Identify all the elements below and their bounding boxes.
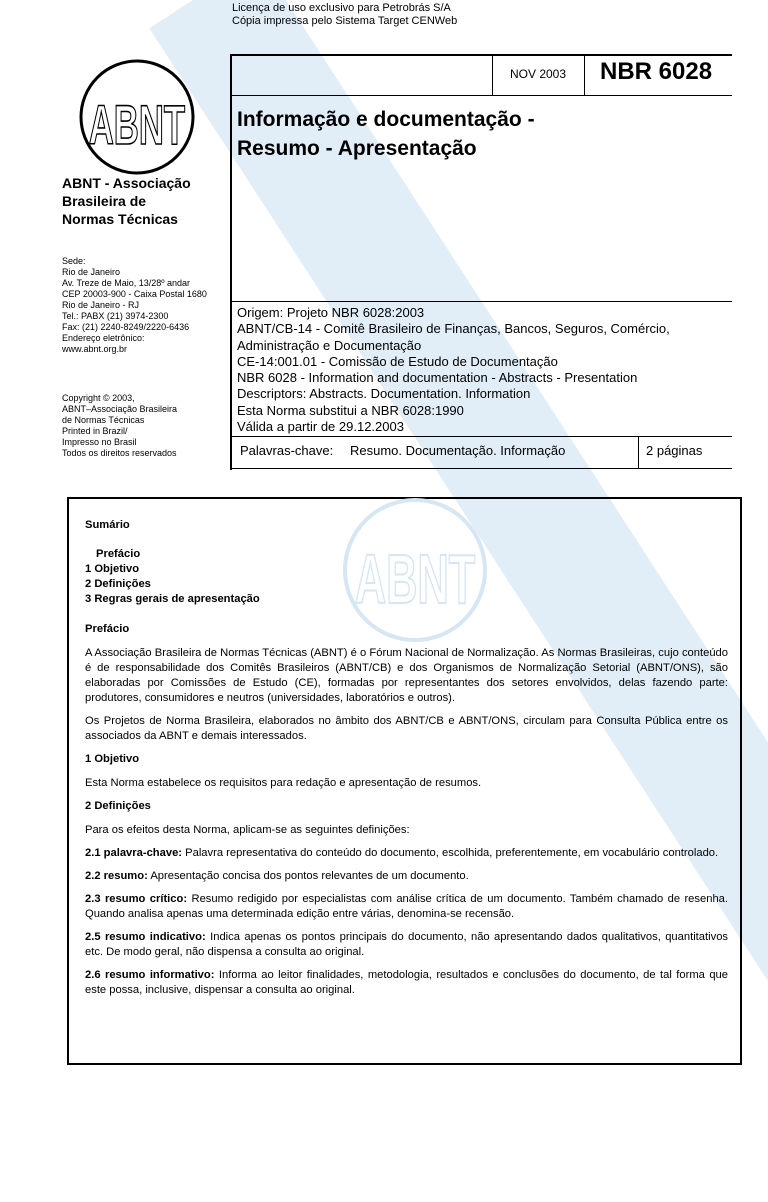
info-line: Endereço eletrônico:: [62, 333, 145, 343]
definition-text: Resumo redigido por especialistas com análise crítica de um documento. Também chamado de resenha. Quando analisa apenas uma determinada edição entre várias, denomina-se recensão.: [85, 893, 728, 920]
info-line: Tel.: PABX (21) 3974-2300: [62, 311, 169, 321]
table-of-contents: [85, 547, 728, 607]
org-name-line-1: ABNT - Associação: [62, 175, 191, 191]
document-title: [237, 105, 535, 163]
info-line: www.abnt.org.br: [62, 344, 128, 354]
header-left-rule: [230, 54, 232, 470]
origin-line: Válida a partir de 29.12.2003: [237, 419, 404, 435]
preface-paragraph-2: Os Projetos de Norma Brasileira, elaborados no âmbito dos ABNT/CB e ABNT/ONS, circulam para Consulta Pública entre os associados da ABNT e demais interessados.: [85, 715, 728, 742]
copyright-line: ABNT–Associação Brasileira: [62, 404, 178, 414]
copyright-line: de Normas Técnicas: [62, 415, 145, 425]
info-line: Rio de Janeiro: [62, 267, 121, 277]
origin-line: CE-14:001.01 - Comissão de Estudo de Documentação: [237, 353, 558, 369]
toc-item: 2 Definições: [85, 578, 151, 590]
copyright-line: Impresso no Brasil: [62, 437, 137, 447]
origin-line: Descriptors: Abstracts. Documentation. Information: [237, 386, 531, 402]
definition-item: [85, 869, 728, 884]
origin-line: NBR 6028 - Information and documentation - Abstracts - Presentation: [237, 370, 638, 386]
preface-paragraph-1: A Associação Brasileira de Normas Técnicas (ABNT) é o Fórum Nacional de Normalização. As Normas Brasileiras, cujo conteúdo é de responsabilidade dos Comitês Brasileiros (ABNT/CB) e dos Organismos de Normalização Setorial (ABNT/ONS), são elaboradas por Comissões de Estudo (CE), formadas por representantes dos setores envolvidos, delas fazendo parte: produtores, consumidores e neutros (universidades, laboratórios e outros).: [85, 647, 728, 704]
toc-item: 3 Regras gerais de apresentação: [85, 593, 260, 605]
organization-name: [62, 174, 191, 228]
definition-text: Palavra representativa do conteúdo do documento, escolhida, preferentemente, em vocabulário controlado.: [185, 847, 719, 859]
definition-item: [85, 846, 728, 861]
definition-item: [85, 968, 728, 998]
summary-heading: Sumário: [85, 519, 130, 531]
definition-item: [85, 892, 728, 922]
org-name-line-2: Brasileira de: [62, 193, 147, 209]
toc-item: Prefácio: [96, 548, 141, 560]
date-divider: [492, 54, 493, 96]
info-line: Fax: (21) 2240-8249/2220-6436: [62, 322, 190, 332]
document-body: [85, 518, 728, 1006]
info-line: CEP 20003-900 - Caixa Postal 1680: [62, 289, 207, 299]
info-line: Rio de Janeiro - RJ: [62, 300, 140, 310]
copyright-notice: [62, 393, 177, 459]
info-line: Av. Treze de Maio, 13/28º andar: [62, 278, 191, 288]
definition-text: Indica apenas os pontos principais do documento, não apresentando dados qualitativos, quantitativos etc. De modo geral, não dispensa a consulta ao original.: [85, 931, 729, 958]
copyright-line: Printed in Brazil/: [62, 426, 128, 436]
origin-line: Origem: Projeto NBR 6028:2003: [237, 305, 425, 320]
keywords-top-rule: [230, 436, 732, 437]
license-notice: [232, 2, 457, 28]
objective-text: Esta Norma estabelece os requisitos para redação e apresentação de resumos.: [85, 777, 482, 789]
issue-date: NOV 2003: [510, 67, 567, 81]
definition-term: 2.3 resumo crítico:: [85, 893, 188, 905]
definition-term: 2.5 resumo indicativo:: [85, 931, 206, 943]
license-line-1: Licença de uso exclusivo para Petrobrás S/A: [232, 2, 451, 14]
org-name-line-3: Normas Técnicas: [62, 211, 178, 227]
definition-term: 2.6 resumo informativo:: [85, 969, 215, 981]
content-frame-left: [67, 497, 69, 1065]
objective-heading: 1 Objetivo: [85, 753, 140, 765]
watermark-text: ABNT: [354, 540, 476, 619]
logo-text: ABNT: [88, 93, 186, 157]
standard-code: NBR 6028: [600, 58, 713, 85]
content-frame-bottom: [67, 1063, 742, 1065]
toc-item: 1 Objetivo: [85, 563, 140, 575]
origin-line: Esta Norma substitui a NBR 6028:1990: [237, 402, 464, 418]
license-line-2: Cópia impressa pelo Sistema Target CENWeb: [232, 15, 458, 27]
definition-term: 2.1 palavra-chave:: [85, 847, 183, 859]
origin-block: [237, 305, 670, 435]
title-line-1: Informação e documentação -: [237, 108, 535, 131]
definition-text: Apresentação concisa dos pontos relevantes de um documento.: [150, 870, 469, 882]
definitions-intro: Para os efeitos desta Norma, aplicam-se as seguintes definições:: [85, 824, 410, 836]
definition-item: [85, 930, 728, 960]
definition-term: 2.2 resumo:: [85, 870, 148, 882]
origin-line: Administração e Documentação: [237, 337, 422, 353]
preface-heading: Prefácio: [85, 623, 130, 635]
header-code-rule: [230, 95, 732, 96]
copyright-line: Copyright © 2003,: [62, 393, 135, 403]
abnt-logo: [78, 58, 196, 176]
keywords-bottom-rule: [230, 468, 732, 469]
pages-divider: [638, 436, 639, 469]
keywords-value: Resumo. Documentação. Informação: [350, 443, 566, 458]
content-frame-right: [740, 497, 742, 1065]
code-divider: [584, 54, 585, 96]
organization-contact: [62, 256, 207, 355]
definitions-heading: 2 Definições: [85, 800, 151, 812]
origin-line: ABNT/CB-14 - Comitê Brasileiro de Finanças, Bancos, Seguros, Comércio,: [237, 321, 670, 337]
page-count: 2 páginas: [646, 443, 703, 458]
copyright-line: Todos os direitos reservados: [62, 448, 177, 458]
title-line-2: Resumo - Apresentação: [237, 137, 477, 160]
origin-top-rule: [230, 301, 732, 302]
info-line: Sede:: [62, 256, 86, 266]
definition-text: Informa ao leitor finalidades, metodologia, resultados e conclusões do documento, de tal forma que este possa, inclusive, dispensar a consulta ao original.: [85, 969, 728, 996]
keywords-label: Palavras-chave:: [240, 443, 334, 458]
header-top-rule: [230, 54, 732, 56]
